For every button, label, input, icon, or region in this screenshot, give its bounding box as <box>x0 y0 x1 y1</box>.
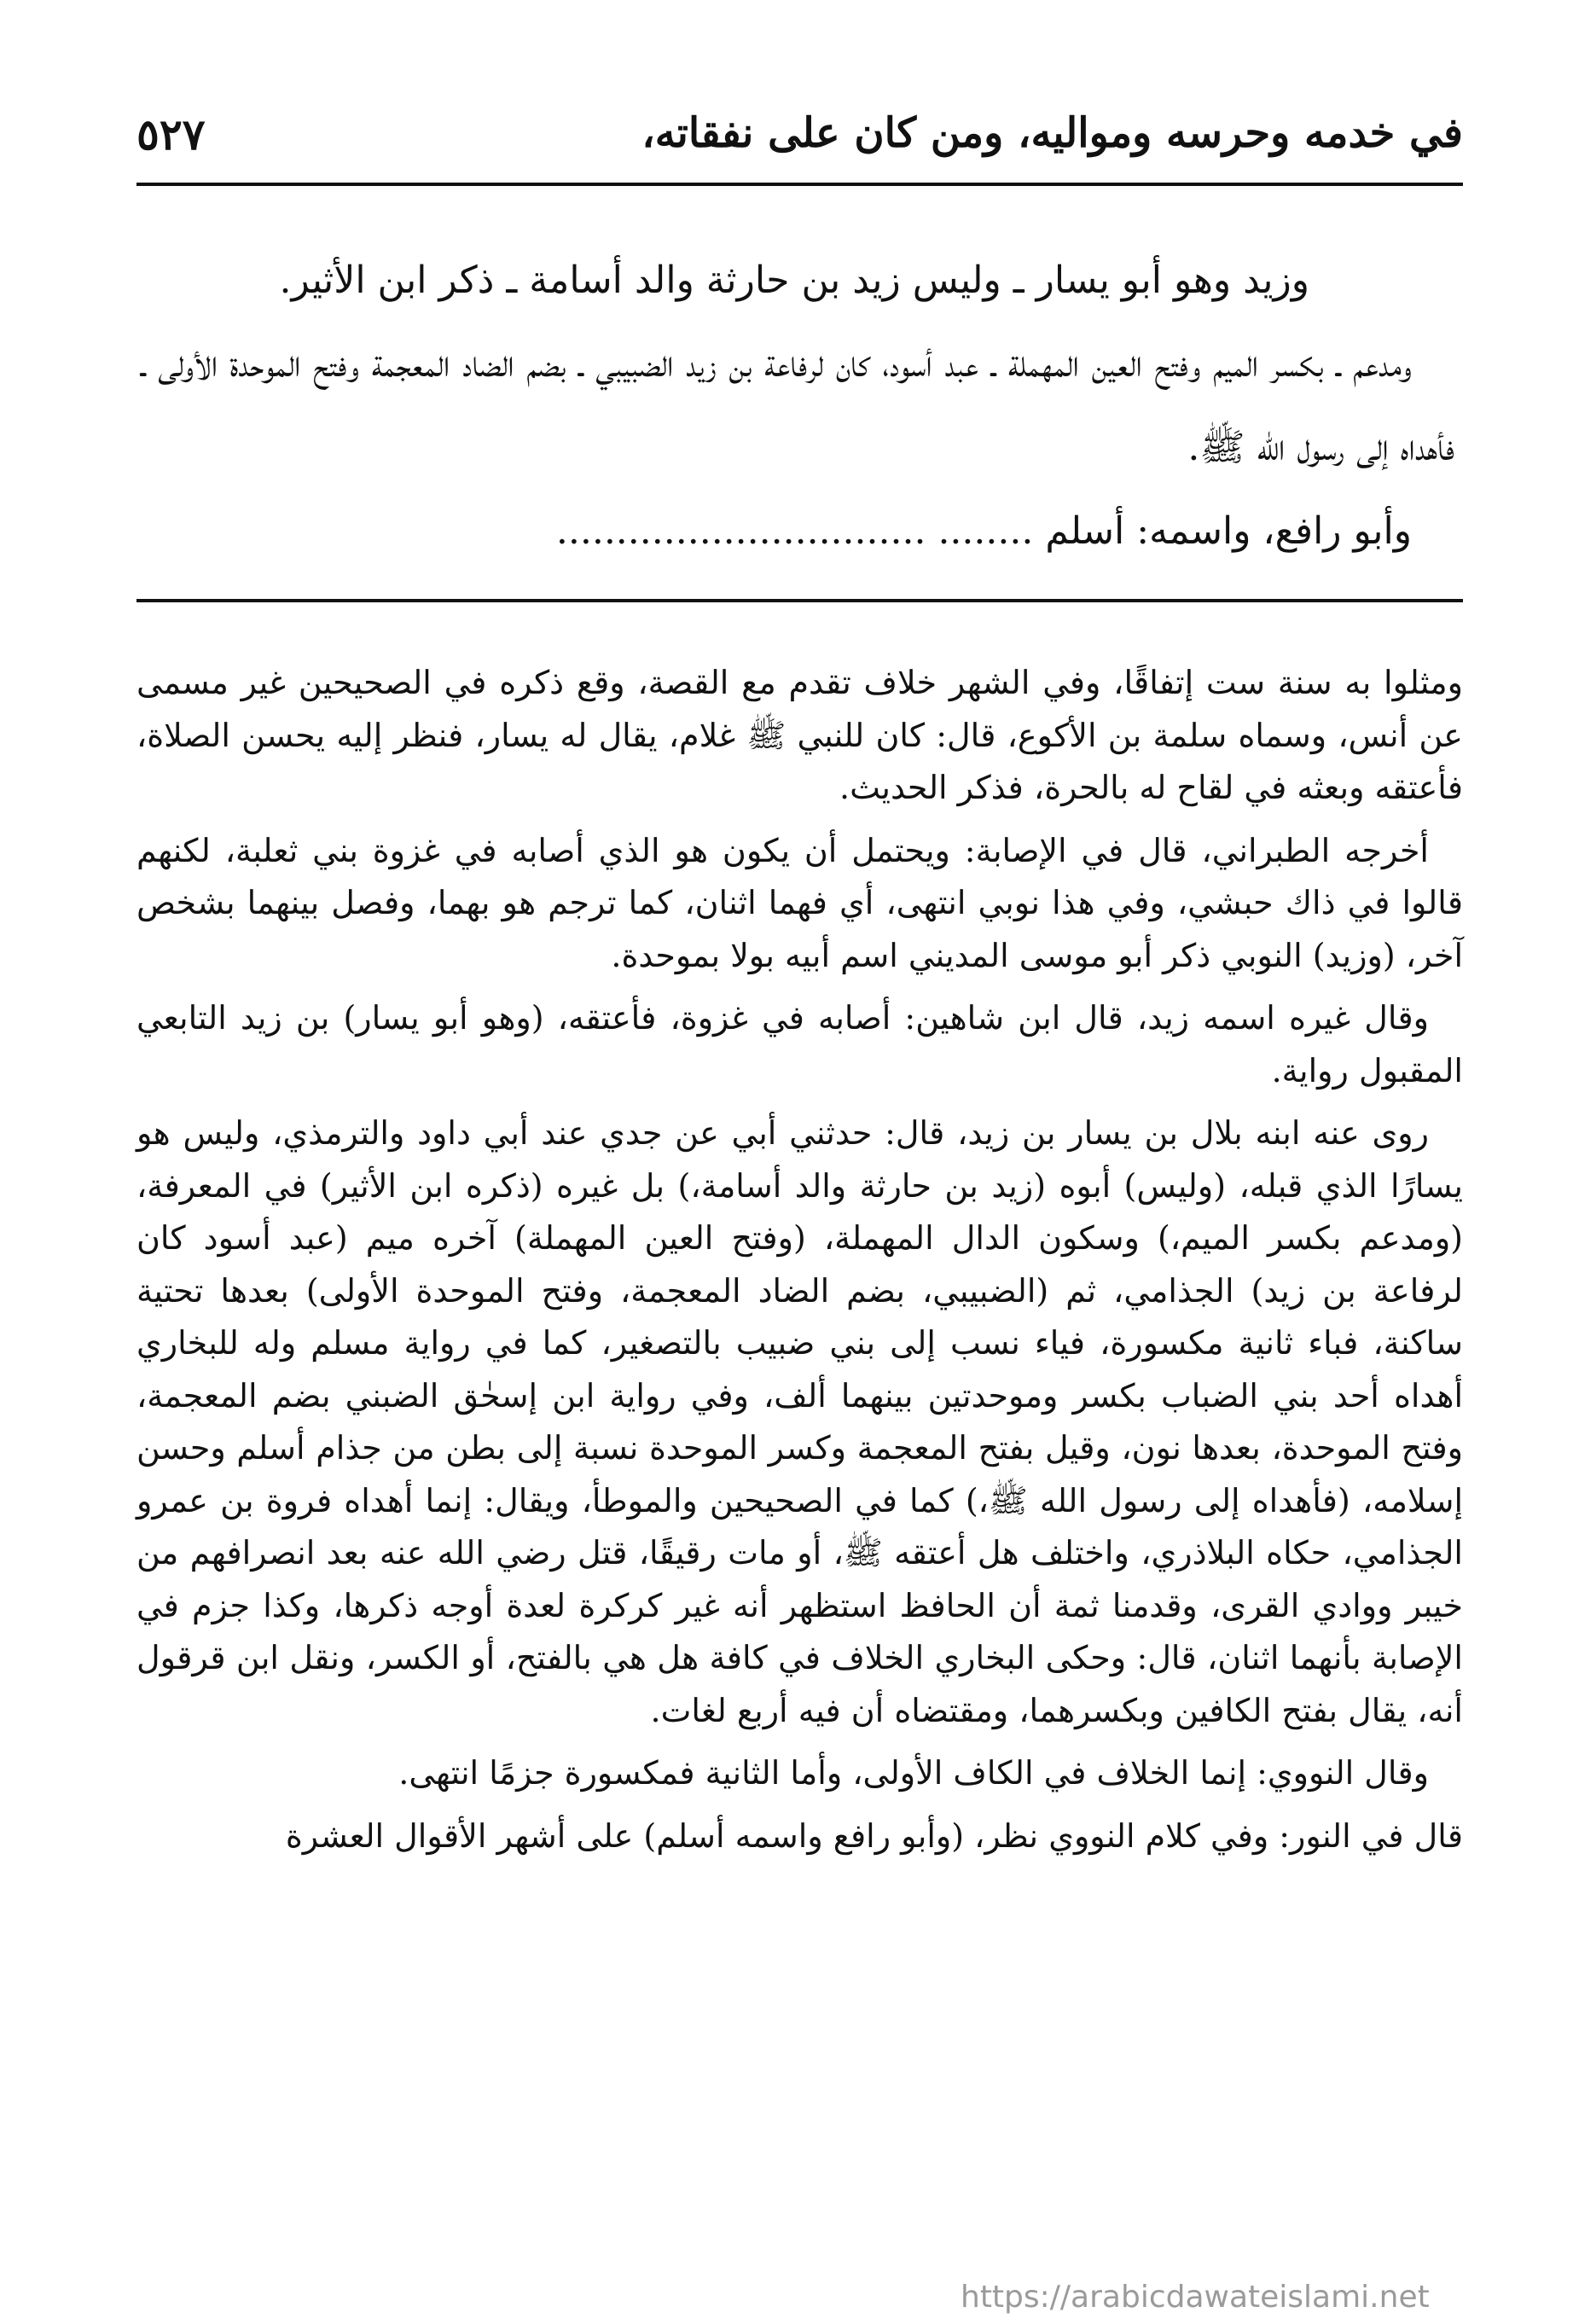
commentary-paragraph: وقال غيره اسمه زيد، قال ابن شاهين: أصابه في غزوة، فأعتقه، (وهو أبو يسار) بن زيد التابعي المقبول رواية. <box>136 999 1463 1089</box>
commentary-paragraph: وقال النووي: إنما الخلاف في الكاف الأولى، وأما الثانية فمكسورة جزمًا انتهى. <box>398 1754 1429 1792</box>
commentary-text <box>136 657 1463 1873</box>
main-text <box>141 239 1454 573</box>
commentary-paragraph: أخرجه الطبراني، قال في الإصابة: ويحتمل أن يكون هو الذي أصابه في غزوة بني ثعلبة، لكنهم قالوا في ذاك حبشي، وفي هذا نوبي انتهى، أي فهما اثنان، كما ترجم هو بهما، وفصل بينهما بشخص آخر، (وزيد) النوبي ذكر أبو موسى المديني اسم أبيه بولا بموحدة. <box>136 831 1463 974</box>
commentary-paragraph: قال في النور: وفي كلام النووي نظر، (وأبو رافع واسمه أسلم) على أشهر الأقوال العشرة <box>285 1816 1463 1855</box>
main-text-paragraph: وزيد وهو أبو يسار ـ وليس زيد بن حارثة والد أسامة ـ ذكر ابن الأثير. <box>279 259 1309 302</box>
watermark-url: https://arabicdawateislami.net <box>961 2280 1430 2315</box>
main-text-divider <box>136 599 1463 602</box>
header-divider <box>136 183 1463 186</box>
ellipsis-dots: ........ ............................... <box>555 509 1034 553</box>
main-text-last-line <box>141 490 1454 573</box>
main-text-last-line-text: وأبو رافع، واسمه: أسلم <box>1045 509 1412 553</box>
page-number: ٥٢٧ <box>136 109 206 160</box>
page-header <box>136 101 1463 177</box>
commentary-paragraph: ومثلوا به سنة ست إتفاقًا، وفي الشهر خلاف تقدم مع القصة، وقع ذكره في الصحيحين غير مسمى عن أنس، وسماه سلمة بن الأكوع، قال: كان للنبي ﷺ غلام، يقال له يسار، فنظر إليه يحسن الصلاة، فأعتقه وبعثه في لقاح له بالحرة، فذكر الحديث. <box>136 664 1463 806</box>
running-title: في خدمه وحرسه ومواليه، ومن كان على نفقاته، <box>641 109 1463 157</box>
main-text-paragraph: ومدعم ـ بكسر الميم وفتح العين المهملة ـ عبد أسود، كان لرفاعة بن زيد الضبيبي ـ بضم الضاد المعجمة وفتح الموحدة الأولى ـ فأهداه إلى رسول الله ﷺ. <box>141 342 1454 469</box>
commentary-paragraph: روى عنه ابنه بلال بن يسار بن زيد، قال: حدثني أبي عن جدي عند أبي داود والترمذي، وليس هو يسارًا الذي قبله، (وليس) أبوه (زيد بن حارثة والد أسامة،) بل غيره (ذكره ابن الأثير) في المعرفة، (ومدعم بكسر الميم،) وسكون الدال المهملة، (وفتح العين المهملة) آخره ميم (عبد أسود كان لرفاعة بن زيد) الجذامي، ثم (الضبيبي، بضم الضاد المعجمة، وفتح الموحدة الأولى) بعدها تحتية ساكنة، فباء ثانية مكسورة، فياء نسب إلى بني ضبيب بالتصغير، كما في رواية مسلم وله للبخاري أهداه أحد بني الضباب بكسر وموحدتين بينهما ألف، وفي رواية ابن إسحٰق الضبني بضم المعجمة، وفتح الموحدة، بعدها نون، وقيل بفتح المعجمة وكسر الموحدة نسبة إلى بطن من جذام أسلم وحسن إسلامه، (فأهداه إلى رسول الله ﷺ،) كما في الصحيحين والموطأ، ويقال: إنما أهداه فروة بن عمرو الجذامي، حكاه البلاذري، واختلف هل أعتقه ﷺ، أو مات رقيقًا، قتل رضي الله عنه بعد انصرافهم من خيبر ووادي القرى، وقدمنا ثمة أن الحافظ استظهر أنه غير كركرة لعدة أوجه ذكرها، وكذا جزم في الإصابة بأنهما اثنان، قال: وحكى البخاري الخلاف في كافة هل هي بالفتح، أو الكسر، ونقل ابن قرقول أنه، يقال بفتح الكافين وبكسرهما، ومقتضاه أن فيه أربع لغات. <box>136 1114 1464 1729</box>
